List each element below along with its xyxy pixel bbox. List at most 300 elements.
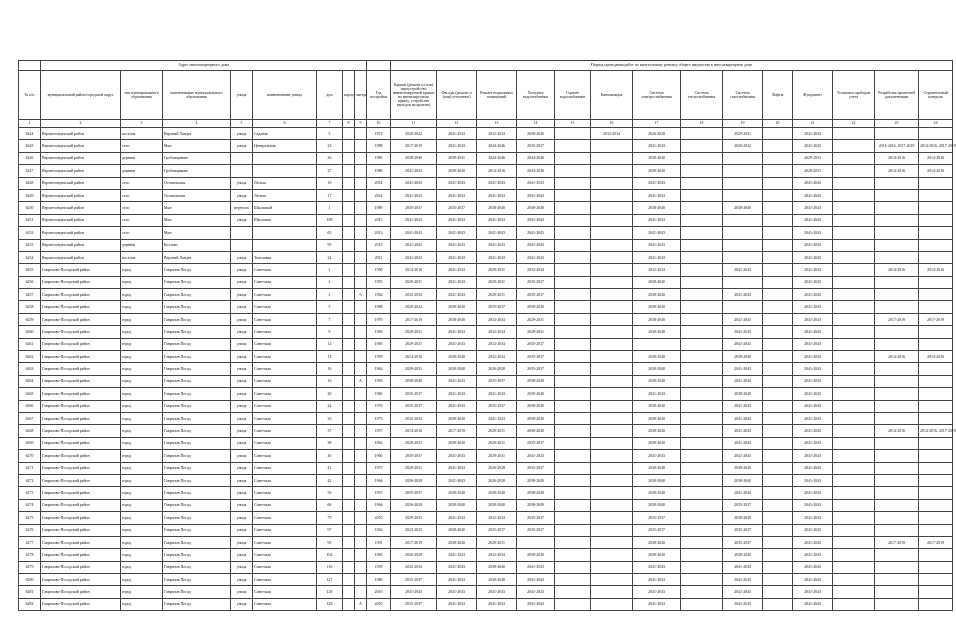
table-cell xyxy=(517,536,555,548)
table-cell: Гаврилов Посад xyxy=(163,326,231,338)
table-cell xyxy=(919,326,953,338)
table-cell: Советская xyxy=(253,276,317,288)
table-cell: город xyxy=(121,512,163,524)
table-cell: 2041-2043 xyxy=(723,450,763,462)
table-cell: Гаврилово-Посадский район xyxy=(41,499,121,511)
table-row xyxy=(19,574,953,586)
table-cell: 95 xyxy=(317,239,343,251)
column-header: Канализация xyxy=(591,71,633,120)
table-cell xyxy=(343,425,355,437)
table-cell xyxy=(763,462,793,474)
table-cell: Гаврилово-Посадский район xyxy=(41,598,121,610)
table-cell xyxy=(875,375,919,387)
table-cell: 2014-2016 xyxy=(919,152,953,164)
table-cell: Гаврилово-Посадский район xyxy=(41,524,121,536)
table-cell: 2041-2043 xyxy=(793,301,833,313)
table-cell xyxy=(919,586,953,598)
table-cell: село xyxy=(121,189,163,201)
table-cell-empty xyxy=(555,487,591,499)
table-cell-empty xyxy=(681,152,723,164)
table-cell: 23 xyxy=(317,140,343,152)
table-cell: 2026-2028 xyxy=(633,128,681,140)
column-header: Крыши (ремонт и (или) переустройство невентилируемой крыши на вентилируемую крышу, устройство выходов на кровлю) xyxy=(391,71,437,120)
table-cell xyxy=(343,177,355,189)
table-cell: 2032-2034 xyxy=(517,264,555,276)
table-cell: Советская xyxy=(253,425,317,437)
table-cell-empty xyxy=(681,450,723,462)
table-cell: 2041-2043 xyxy=(793,239,833,251)
table-cell: город xyxy=(121,388,163,400)
table-cell: Центральная xyxy=(253,140,317,152)
table-cell: 2041-2043 xyxy=(437,561,477,573)
table-cell: Гаврилово-Посадский район xyxy=(41,313,121,325)
table-cell xyxy=(875,363,919,375)
table-cell: 2041-2043 xyxy=(633,251,681,263)
table-cell-empty xyxy=(681,499,723,511)
table-cell: 2026-2028 xyxy=(477,474,517,486)
table-row xyxy=(19,152,953,164)
table-cell xyxy=(591,487,633,499)
table-cell: 2038-2040 xyxy=(633,425,681,437)
table-cell xyxy=(591,512,633,524)
table-cell xyxy=(875,214,919,226)
table-cell: 2010 xyxy=(367,512,391,524)
table-cell-empty xyxy=(681,512,723,524)
table-cell: 2026-2028 xyxy=(391,549,437,561)
table-cell xyxy=(763,574,793,586)
table-cell: Гаврилово-Посадский район xyxy=(41,487,121,499)
table-cell: город xyxy=(121,412,163,424)
table-cell xyxy=(833,462,875,474)
table-cell: 2041-2043 xyxy=(517,251,555,263)
table-row xyxy=(19,189,953,201)
table-cell: 2041-2043 xyxy=(793,586,833,598)
table-cell: улица xyxy=(231,462,253,474)
table-cell: 2014-2016 xyxy=(875,165,919,177)
table-cell xyxy=(723,276,763,288)
table-cell: 2044-2046 xyxy=(477,140,517,152)
table-cell xyxy=(723,177,763,189)
table-row xyxy=(19,264,953,276)
table-cell xyxy=(763,202,793,214)
table-cell xyxy=(875,462,919,474)
table-cell: 2044-2046 xyxy=(477,152,517,164)
table-cell: 2014-2016 xyxy=(391,351,437,363)
table-cell xyxy=(343,437,355,449)
table-cell: 2038-2040 xyxy=(437,351,477,363)
table-cell: 2017-2019 xyxy=(919,536,953,548)
table-cell: 2044-2046 xyxy=(517,165,555,177)
table-cell xyxy=(343,450,355,462)
table-cell xyxy=(343,598,355,610)
table-cell: улица xyxy=(231,375,253,387)
table-cell: Верхний Ландех xyxy=(163,251,231,263)
table-cell: Советская xyxy=(253,313,317,325)
table-cell: 2041-2043 xyxy=(517,598,555,610)
table-cell: 2041-2043 xyxy=(391,165,437,177)
table-row xyxy=(19,227,953,239)
table-cell: Мыт xyxy=(163,227,231,239)
table-cell: улица xyxy=(231,499,253,511)
table-cell: Гаврилов Посад xyxy=(163,561,231,573)
table-cell: 2038-2040 xyxy=(633,400,681,412)
column-number: 13 xyxy=(477,120,517,128)
table-cell: город xyxy=(121,598,163,610)
table-cell: Гаврилов Посад xyxy=(163,338,231,350)
table-cell xyxy=(763,363,793,375)
table-cell xyxy=(763,189,793,201)
table-row xyxy=(19,598,953,610)
table-cell: Гаврилово-Посадский район xyxy=(41,400,121,412)
table-cell: деревня xyxy=(121,239,163,251)
table-cell-empty xyxy=(555,227,591,239)
table-cell: улица xyxy=(231,313,253,325)
table-cell: 2041-2043 xyxy=(793,375,833,387)
table-cell: 6267 xyxy=(19,412,41,424)
table-cell xyxy=(919,276,953,288)
table-cell xyxy=(763,140,793,152)
table-cell: 1965 xyxy=(367,549,391,561)
table-cell: 2041-2043 xyxy=(633,189,681,201)
table-cell: 2041-2043 xyxy=(793,549,833,561)
table-cell: 2038-2040 xyxy=(517,412,555,424)
table-cell: 1986 xyxy=(367,165,391,177)
column-header: наименование муниципального образования xyxy=(163,71,231,120)
table-cell: 2038-2040 xyxy=(633,487,681,499)
table-cell xyxy=(355,512,367,524)
table-cell xyxy=(919,549,953,561)
table-cell xyxy=(355,239,367,251)
table-cell: 2041-2043 xyxy=(793,276,833,288)
column-header: Горячее водоснабжение xyxy=(555,71,591,120)
table-cell xyxy=(591,227,633,239)
table-cell xyxy=(343,487,355,499)
table-cell: Гаврилово-Посадский район xyxy=(41,549,121,561)
table-cell: 2029-2031 xyxy=(477,264,517,276)
table-cell: 2041-2043 xyxy=(793,251,833,263)
table-cell xyxy=(343,202,355,214)
table-cell: Советская xyxy=(253,388,317,400)
table-cell xyxy=(833,152,875,164)
table-cell: 2029-2031 xyxy=(477,276,517,288)
table-cell: 56 xyxy=(317,487,343,499)
table-cell: деревня xyxy=(121,152,163,164)
table-cell: 2010 xyxy=(367,598,391,610)
table-cell xyxy=(591,400,633,412)
table-cell: 1950 xyxy=(367,264,391,276)
table-cell: 2041-2043 xyxy=(793,536,833,548)
table-row xyxy=(19,425,953,437)
table-cell-empty xyxy=(681,227,723,239)
table-cell: 2026-2028 xyxy=(477,462,517,474)
column-header: Фундамент xyxy=(793,71,833,120)
table-cell xyxy=(919,239,953,251)
table-row xyxy=(19,412,953,424)
table-cell: 2032-2034 xyxy=(391,412,437,424)
table-cell xyxy=(875,338,919,350)
table-cell: 2041-2043 xyxy=(793,462,833,474)
table-cell xyxy=(343,140,355,152)
table-cell: 2038-2040 xyxy=(517,549,555,561)
table-cell: 24 xyxy=(317,400,343,412)
table-cell: 2041-2043 xyxy=(793,499,833,511)
table-cell xyxy=(591,276,633,288)
table-cell: улица xyxy=(231,351,253,363)
table-cell: Гаврилов Посад xyxy=(163,363,231,375)
table-cell: 1989 xyxy=(367,140,391,152)
table-cell: улица xyxy=(231,512,253,524)
table-cell: улица xyxy=(231,289,253,301)
table-cell: 2041-2043 xyxy=(723,326,763,338)
table-cell xyxy=(591,437,633,449)
table-cell: 2041-2043 xyxy=(633,214,681,226)
table-cell: 6272 xyxy=(19,474,41,486)
table-cell xyxy=(343,388,355,400)
table-cell: 6253 xyxy=(19,239,41,251)
table-cell xyxy=(591,264,633,276)
table-cell: 6254 xyxy=(19,251,41,263)
table-cell: 2041-2043 xyxy=(437,264,477,276)
table-cell: 2041-2043 xyxy=(793,289,833,301)
table-cell: 7 xyxy=(317,313,343,325)
table-row xyxy=(19,128,953,140)
table-cell xyxy=(919,412,953,424)
table-cell xyxy=(919,251,953,263)
table-cell: 1983 xyxy=(367,326,391,338)
table-cell: Верхнеландехский район xyxy=(41,202,121,214)
table-cell: 2032-2034 xyxy=(633,264,681,276)
table-cell-empty xyxy=(555,549,591,561)
table-cell: 2038-2040 xyxy=(437,499,477,511)
table-cell: Верхнеландехский район xyxy=(41,251,121,263)
table-cell: 6268 xyxy=(19,425,41,437)
table-cell: 65 xyxy=(317,227,343,239)
table-cell xyxy=(763,375,793,387)
table-cell: 2041-2043 xyxy=(437,574,477,586)
table-cell: 6282 xyxy=(19,598,41,610)
table-cell: 2038-2040 xyxy=(517,375,555,387)
table-cell: 37 xyxy=(317,425,343,437)
table-cell xyxy=(355,301,367,313)
table-cell: улица xyxy=(231,474,253,486)
table-cell: Советская xyxy=(253,363,317,375)
column-header: Система электроснабжения xyxy=(633,71,681,120)
table-cell: 2029-2031 xyxy=(391,276,437,288)
table-cell: улица xyxy=(231,561,253,573)
table-cell: 2041-2043 xyxy=(437,227,477,239)
table-cell xyxy=(355,140,367,152)
table-row xyxy=(19,363,953,375)
table-cell xyxy=(875,189,919,201)
table-cell: 2041-2043 xyxy=(793,202,833,214)
table-cell: 2032-2034 xyxy=(477,338,517,350)
header-group-spacer xyxy=(367,61,391,71)
table-cell-empty xyxy=(555,462,591,474)
table-cell: 2038-2040 xyxy=(633,375,681,387)
table-cell: 6280 xyxy=(19,574,41,586)
table-cell xyxy=(343,313,355,325)
table-cell xyxy=(763,152,793,164)
table-cell: 2035-2037 xyxy=(517,512,555,524)
table-cell xyxy=(919,524,953,536)
table-cell: 6263 xyxy=(19,363,41,375)
table-cell xyxy=(919,487,953,499)
table-cell: Гаврилово-Посадский район xyxy=(41,462,121,474)
table-cell xyxy=(355,202,367,214)
table-cell: 6277 xyxy=(19,536,41,548)
table-cell xyxy=(919,214,953,226)
table-cell xyxy=(919,338,953,350)
table-cell xyxy=(833,276,875,288)
table-cell xyxy=(343,512,355,524)
table-cell: 1960 xyxy=(367,388,391,400)
table-cell: 2041-2043 xyxy=(793,227,833,239)
table-cell xyxy=(763,549,793,561)
table-cell: 1 xyxy=(317,264,343,276)
table-cell: 2041-2043 xyxy=(391,251,437,263)
column-number: 21 xyxy=(793,120,833,128)
column-number: 10 xyxy=(367,120,391,128)
table-cell: город xyxy=(121,549,163,561)
table-cell xyxy=(723,251,763,263)
table-cell: 2029-2031 xyxy=(793,152,833,164)
table-cell: улица xyxy=(231,574,253,586)
table-cell: 2038-2040 xyxy=(437,165,477,177)
table-cell: 2041-2043 xyxy=(633,574,681,586)
table-cell: 2035-2037 xyxy=(391,450,437,462)
table-cell: 2038-2040 xyxy=(477,561,517,573)
table-cell: 41 xyxy=(317,462,343,474)
table-cell: 1968 xyxy=(367,301,391,313)
table-cell: Гаврилов Посад xyxy=(163,400,231,412)
table-cell: 2038-2040 xyxy=(633,326,681,338)
table-cell: 6265 xyxy=(19,388,41,400)
table-cell xyxy=(875,474,919,486)
column-header: Система газоснабжения xyxy=(723,71,763,120)
table-cell: 2041-2043 xyxy=(437,450,477,462)
table-cell xyxy=(763,227,793,239)
table-cell: 2035-2037 xyxy=(391,388,437,400)
table-cell xyxy=(875,251,919,263)
table-cell: 116 xyxy=(317,561,343,573)
table-cell: 2023-2025 xyxy=(391,524,437,536)
table-cell xyxy=(875,239,919,251)
table-cell: Остаповская xyxy=(163,189,231,201)
column-number: 2 xyxy=(41,120,121,128)
table-cell: улица xyxy=(231,549,253,561)
table-cell xyxy=(591,202,633,214)
table-cell: 2041-2043 xyxy=(437,289,477,301)
table-cell xyxy=(833,598,875,610)
table-cell: 2041-2043 xyxy=(723,425,763,437)
table-cell xyxy=(763,586,793,598)
table-cell: 2017-2019 xyxy=(875,313,919,325)
table-cell: 1957 xyxy=(367,425,391,437)
table-cell-empty xyxy=(681,165,723,177)
table-cell: 6246 xyxy=(19,152,41,164)
table-cell: Советская xyxy=(253,549,317,561)
table-cell-empty xyxy=(681,375,723,387)
table-cell: 2039-2041 xyxy=(437,152,477,164)
column-number: 16 xyxy=(591,120,633,128)
table-cell: город xyxy=(121,437,163,449)
table-cell: 2041-2043 xyxy=(391,227,437,239)
table-cell: 16 xyxy=(317,177,343,189)
table-cell: Гаврилов Посад xyxy=(163,437,231,449)
table-cell: 2041-2043 xyxy=(477,214,517,226)
table-cell xyxy=(343,351,355,363)
table-cell: 2038-2040 xyxy=(633,536,681,548)
table-cell: Советская xyxy=(253,351,317,363)
table-cell: 2017-2019 xyxy=(875,536,919,548)
table-cell: 2041-2043 xyxy=(793,388,833,400)
table-cell: 2041-2043 xyxy=(793,338,833,350)
table-cell-empty xyxy=(681,437,723,449)
table-cell: Лесная xyxy=(253,189,317,201)
table-cell: улица xyxy=(231,140,253,152)
table-cell xyxy=(833,549,875,561)
table-cell xyxy=(723,239,763,251)
table-cell xyxy=(591,214,633,226)
table-cell-empty xyxy=(555,375,591,387)
table-cell: 2020-2022 xyxy=(723,140,763,152)
table-cell: город xyxy=(121,276,163,288)
table-cell: 93 xyxy=(317,536,343,548)
header-group-spacer xyxy=(19,61,41,71)
table-cell: Лесная xyxy=(253,177,317,189)
table-cell: 2041-2043 xyxy=(477,251,517,263)
table-cell xyxy=(833,338,875,350)
table-cell: Советская xyxy=(253,574,317,586)
table-cell: 2038-2040 xyxy=(633,289,681,301)
table-cell: Советская xyxy=(253,499,317,511)
table-cell: 6271 xyxy=(19,462,41,474)
table-cell: Гаврилово-Посадский район xyxy=(41,338,121,350)
table-cell: 2041-2043 xyxy=(477,412,517,424)
table-cell xyxy=(723,227,763,239)
table-cell: 2035-2037 xyxy=(723,499,763,511)
table-cell: 6264 xyxy=(19,375,41,387)
table-cell: 2038-2040 xyxy=(633,276,681,288)
table-cell: 2038-2040 xyxy=(437,536,477,548)
table-cell xyxy=(875,412,919,424)
table-cell: 2041-2043 xyxy=(793,351,833,363)
table-cell xyxy=(919,598,953,610)
table-cell: 2038-2040 xyxy=(723,202,763,214)
table-cell xyxy=(919,474,953,486)
table-cell: 2038-2040 xyxy=(437,301,477,313)
table-cell xyxy=(875,512,919,524)
table-cell: 2017-2019 xyxy=(391,536,437,548)
table-cell xyxy=(723,165,763,177)
column-number: 20 xyxy=(763,120,793,128)
table-cell xyxy=(763,289,793,301)
table-cell xyxy=(591,549,633,561)
table-cell: 2038-2040 xyxy=(477,499,517,511)
table-cell-empty xyxy=(681,474,723,486)
table-cell xyxy=(875,598,919,610)
table-cell: 2035-2037 xyxy=(633,512,681,524)
table-cell: 2038-2040 xyxy=(633,499,681,511)
table-row xyxy=(19,450,953,462)
column-number: 5 xyxy=(231,120,253,128)
table-cell: 2041-2043 xyxy=(477,177,517,189)
table-cell: 6249 xyxy=(19,189,41,201)
table-cell xyxy=(919,375,953,387)
header-group-plan: Период проведения работ по капитальному ремонту общего имущества в многоквартирном доме xyxy=(391,61,953,71)
table-cell: 2013 xyxy=(367,239,391,251)
table-cell: Гаврилово-Посадский район xyxy=(41,276,121,288)
